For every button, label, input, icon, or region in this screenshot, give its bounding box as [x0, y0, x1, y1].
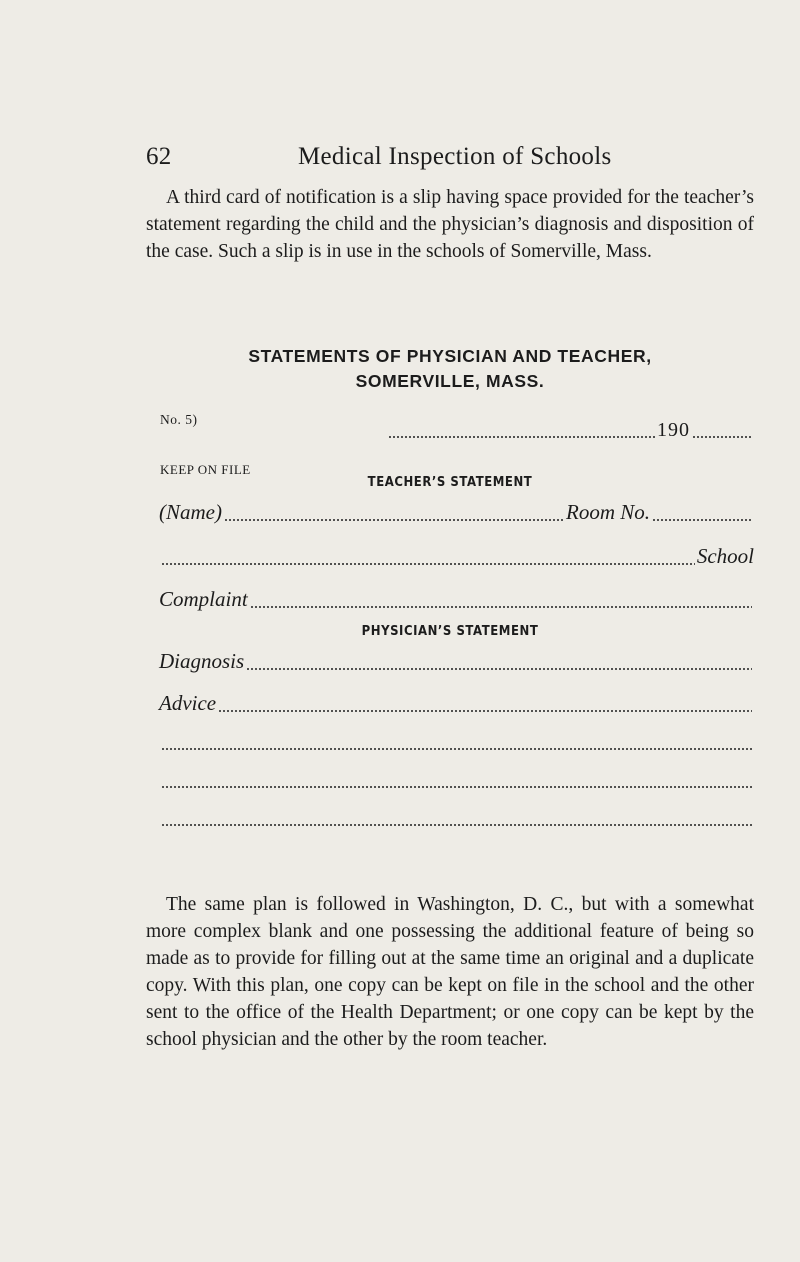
advice-line	[159, 691, 754, 716]
blank-dots	[161, 748, 752, 750]
diagnosis-line	[159, 649, 754, 674]
complaint-label: Complaint	[159, 587, 248, 611]
form-number: No. 5)	[160, 412, 198, 427]
year-prefix: 190	[657, 419, 690, 441]
room-blank	[652, 519, 752, 521]
physician-statement-heading: PHYSICIAN’S STATEMENT	[361, 624, 539, 639]
blank-dots	[161, 824, 752, 826]
blank-line	[159, 730, 754, 750]
name-blank	[224, 519, 564, 521]
running-title: Medical Inspection of Schools	[298, 143, 612, 170]
advice-blank	[218, 710, 752, 712]
keep-on-file-note: KEEP ON FILE	[160, 462, 251, 477]
blank-line	[159, 806, 754, 826]
school-blank	[161, 563, 695, 565]
room-label: Room No.	[566, 500, 650, 524]
closing-paragraph-text: The same plan is followed in Washington, D. C., but with a somewhat more complex blank and one possessing the additional feature of being so made as to provide for filling out at the same time an original and a duplicate copy. With this plan, one copy can be kept on file in the school and the other sent to the office of the Health Department; or one copy can be kept by the school physician and the other by the room teacher.	[146, 894, 754, 1050]
advice-label: Advice	[159, 691, 217, 715]
date-blank	[388, 436, 655, 438]
closing-paragraph	[146, 891, 754, 1053]
blank-line	[159, 768, 754, 788]
complaint-line	[159, 587, 754, 612]
blank-dots	[161, 786, 752, 788]
page-number: 62	[146, 143, 172, 170]
complaint-blank	[250, 606, 752, 608]
diagnosis-blank	[246, 668, 752, 670]
form-title-line-1: STATEMENTS OF PHYSICIAN AND TEACHER,	[248, 346, 652, 366]
teacher-statement-heading: TEACHER’S STATEMENT	[367, 475, 533, 490]
intro-paragraph	[146, 184, 754, 265]
running-header	[146, 143, 612, 171]
intro-paragraph-text: A third card of notification is a slip having space provided for the teacher’s statement regarding the child and the physician’s diagnosis and disposition of the case. Such a slip is in use in the schools of Somerville, Mass.	[146, 187, 754, 262]
form-title-line-2: SOMERVILLE, MASS.	[355, 371, 545, 391]
year-blank	[692, 436, 752, 438]
form-title	[146, 344, 754, 394]
diagnosis-label: Diagnosis	[159, 649, 245, 673]
name-line	[159, 500, 754, 525]
school-label: School	[696, 544, 754, 568]
date-line	[386, 419, 754, 442]
school-line	[159, 544, 754, 569]
name-label: (Name)	[159, 500, 222, 524]
